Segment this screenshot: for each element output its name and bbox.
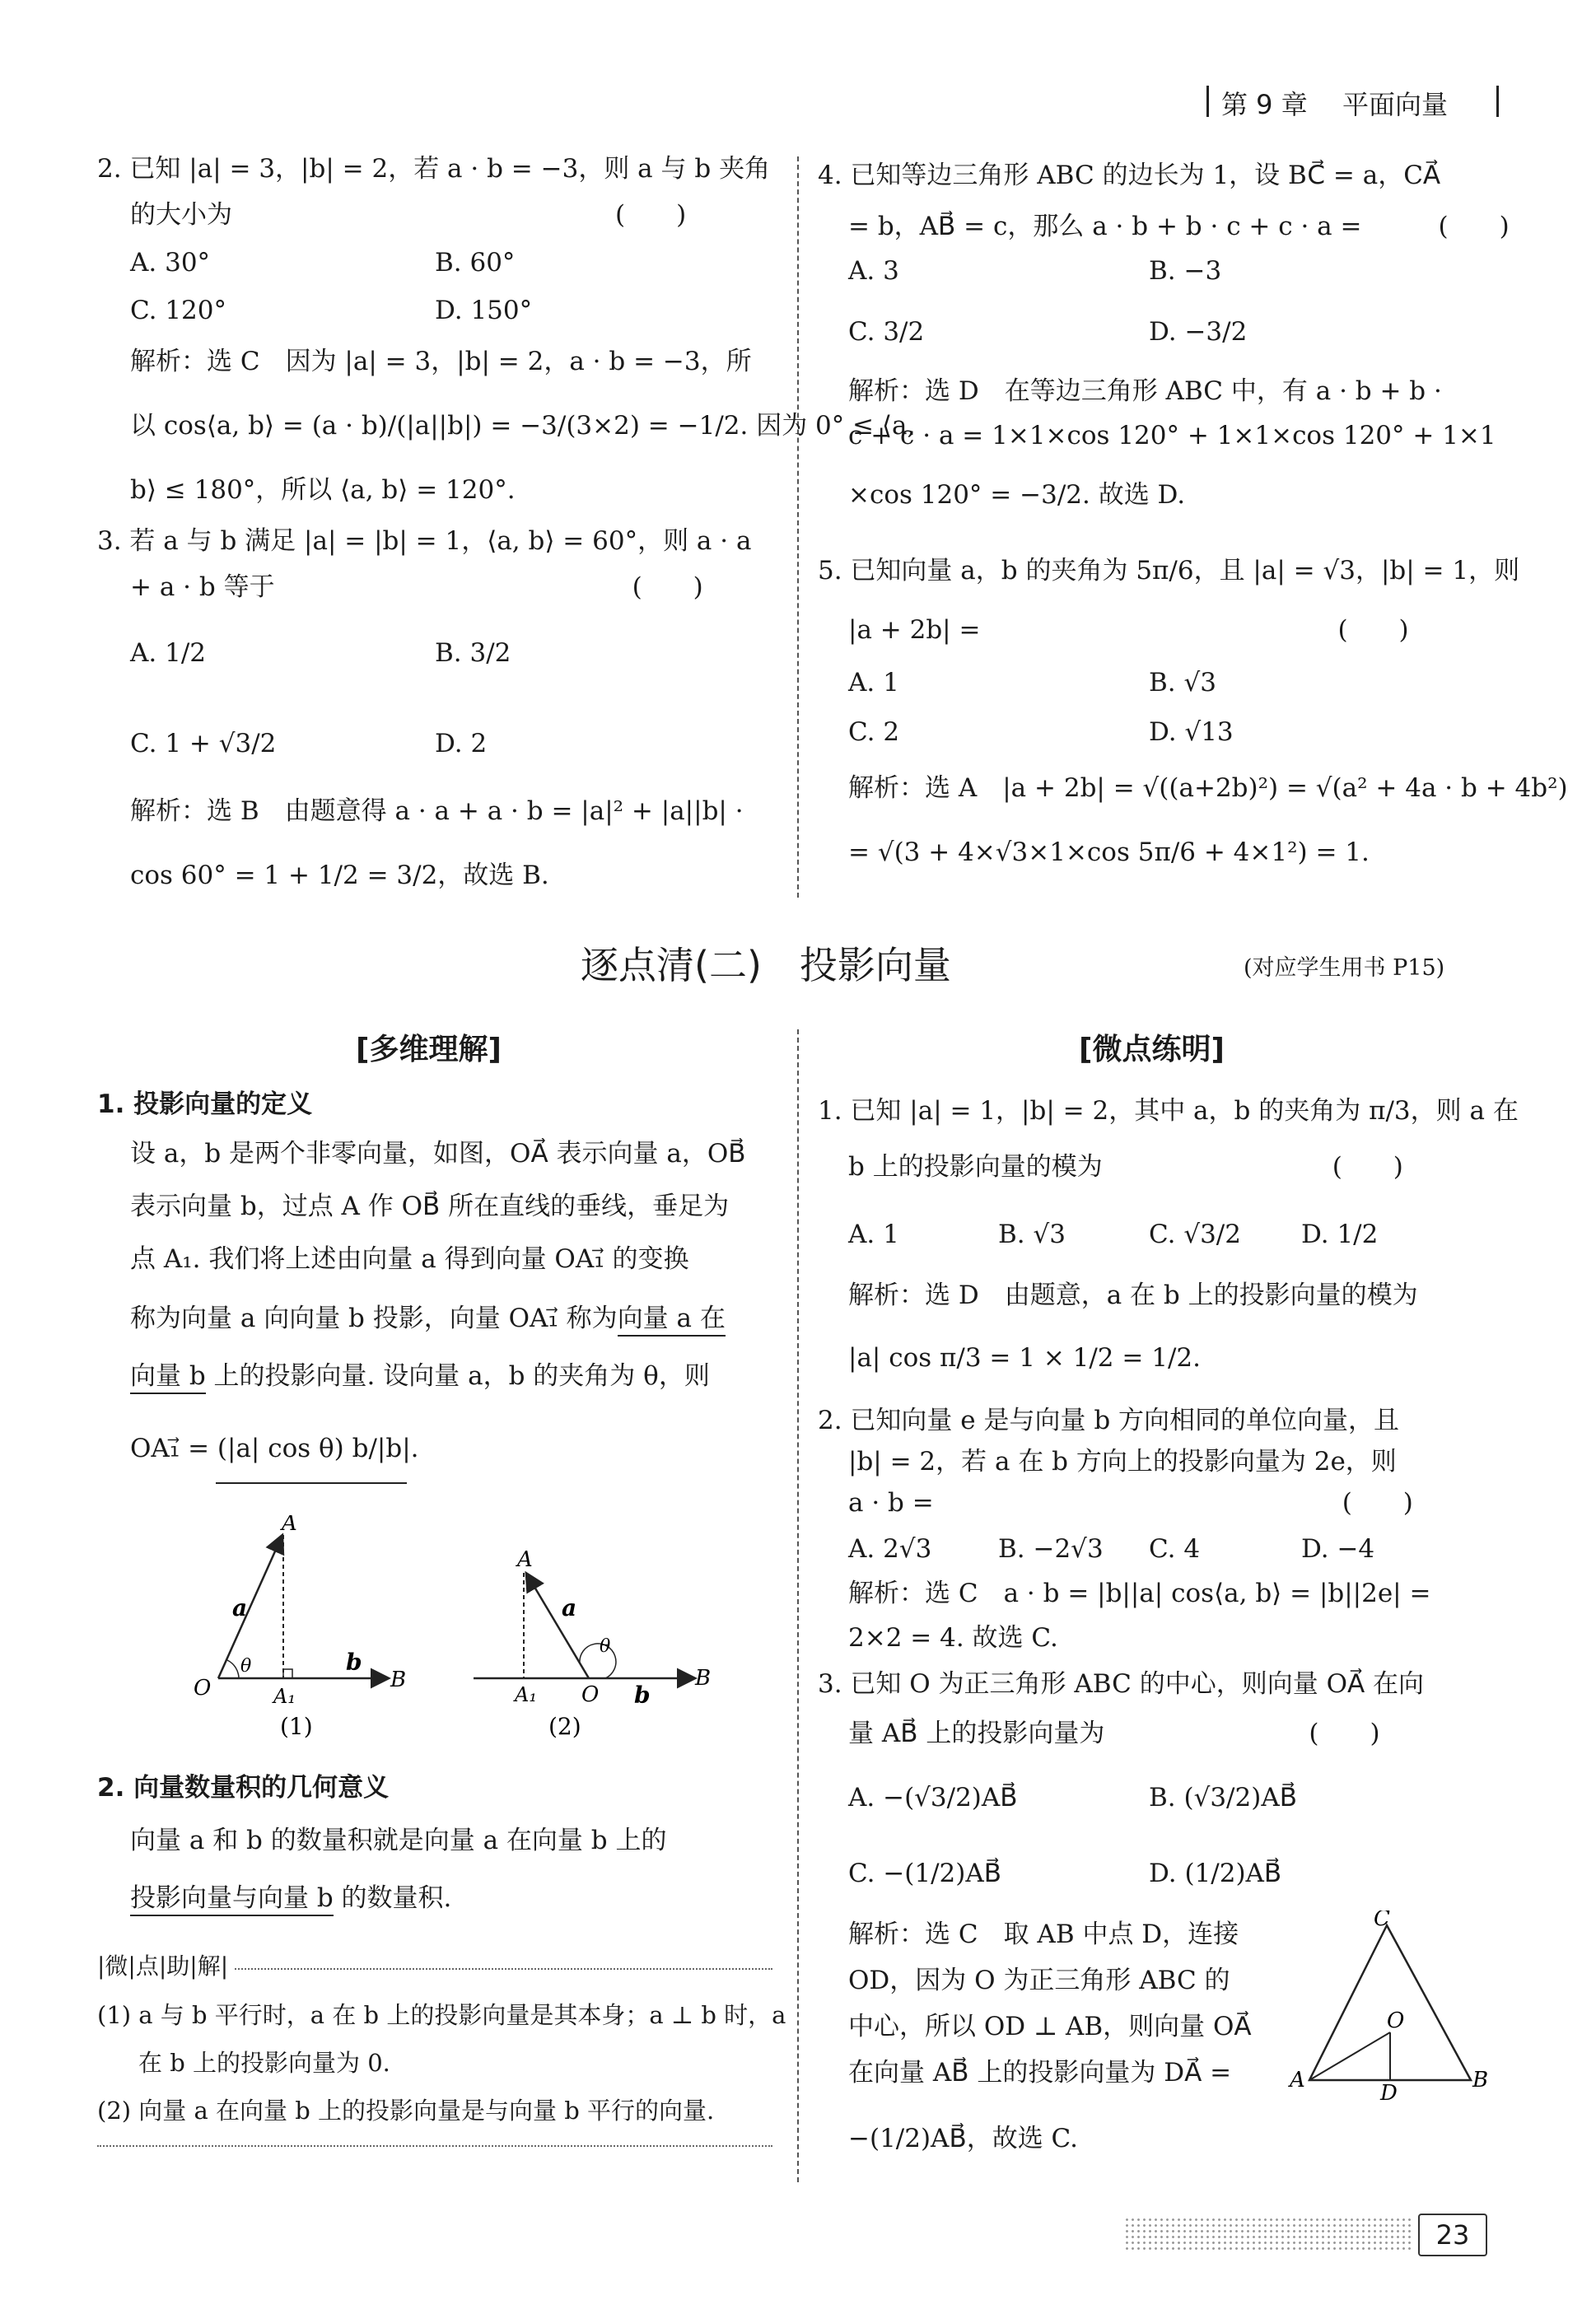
p3-solution-line5: −(1/2)AB⃗，故选 C.	[848, 2124, 1079, 2153]
fig1-right-angle	[283, 1669, 292, 1678]
fig1-label-A1: A₁	[273, 1685, 296, 1708]
p2-line2: |b| = 2，若 a 在 b 方向上的投影向量为 2e，则	[848, 1447, 1397, 1477]
definition-line1: 设 a，b 是两个非零向量，如图，OA⃗ 表示向量 a，OB⃗	[130, 1139, 746, 1169]
p3-line2: 量 AB⃗ 上的投影向量为 ( )	[848, 1719, 1380, 1748]
q2-option-d: D. 150°	[435, 296, 533, 325]
definition-heading: 1. 投影向量的定义	[97, 1089, 313, 1119]
footer-dot-pattern	[1124, 2217, 1412, 2250]
practice-tag: [微点练明]	[1079, 1033, 1225, 1066]
q2-option-c: C. 120°	[130, 296, 226, 325]
p1-solution-line2: |a| cos π/3 = 1 × 1/2 = 1/2.	[848, 1343, 1201, 1373]
q4-option-c: C. 3/2	[848, 317, 925, 347]
p1-option-b: B. √3	[998, 1220, 1066, 1249]
fig1-label-O: O	[194, 1676, 212, 1701]
p3-option-d: D. (1/2)AB⃗	[1149, 1859, 1282, 1888]
definition-line4	[130, 1299, 726, 1337]
label-D: D	[1380, 2081, 1398, 2100]
q3-line2: + a · b 等于 ( )	[130, 572, 703, 602]
note-2: (2) 向量 a 在向量 b 上的投影向量是与向量 b 平行的向量.	[97, 2097, 715, 2125]
geometric-meaning-line1: 向量 a 和 b 的数量积就是向量 a 在向量 b 上的	[130, 1826, 667, 1855]
q5-option-c: C. 2	[848, 717, 900, 747]
geometric-meaning-heading: 2. 向量数量积的几何意义	[97, 1773, 390, 1803]
q4-line1: 4. 已知等边三角形 ABC 的边长为 1，设 BC⃗ = a，CA⃗	[818, 161, 1441, 190]
fig2-label-theta: θ	[600, 1636, 611, 1657]
p2-option-c: C. 4	[1149, 1534, 1201, 1564]
geometric-meaning-line2-text: 的数量积.	[333, 1883, 452, 1913]
multi-understanding-tag: [多维理解]	[356, 1033, 502, 1066]
q4-option-d: D. −3/2	[1149, 317, 1248, 347]
p2-line3: a · b = ( )	[848, 1488, 1413, 1518]
header-right-rule	[1496, 86, 1499, 117]
figure-2	[474, 1547, 711, 1740]
p3-solution-line3: 中心，所以 OD ⊥ AB，则向量 OA⃗	[848, 2012, 1252, 2041]
definition-line3: 点 A₁. 我们将上述由向量 a 得到向量 OA₁⃗ 的变换	[130, 1244, 689, 1274]
q4-solution-line3: ×cos 120° = −3/2. 故选 D.	[848, 480, 1186, 510]
p2-line1: 2. 已知向量 e 是与向量 b 方向相同的单位向量，且	[818, 1406, 1400, 1435]
p2-option-b: B. −2√3	[998, 1534, 1104, 1564]
q2-solution-line1: 解析：选 C 因为 |a| = 3，|b| = 2，a · b = −3，所	[130, 347, 752, 376]
q4-line2: = b，AB⃗ = c，那么 a · b + b · c + c · a = ( )	[848, 212, 1510, 241]
projection-figures	[189, 1515, 716, 1746]
p3-line1: 3. 已知 O 为正三角形 ABC 的中心，则向量 OA⃗ 在向	[818, 1669, 1425, 1699]
fig1-angle-arc	[227, 1660, 239, 1678]
definition-line5	[130, 1357, 710, 1395]
q3-option-b: B. 3/2	[435, 638, 511, 668]
q3-option-a: A. 1/2	[130, 638, 206, 668]
fig1-label-theta: θ	[240, 1656, 252, 1677]
q2-line2: 的大小为 ( )	[130, 200, 687, 230]
q5-option-b: B. √3	[1149, 668, 1216, 697]
q5-solution-line1: 解析：选 A |a + 2b| = √((a+2b)²) = √(a² + 4a · b + 4b²)	[848, 773, 1568, 803]
fig2-label-B: B	[695, 1666, 712, 1691]
fig1-caption: (1)	[280, 1713, 313, 1740]
chapter-label: 第 9 章	[1221, 89, 1308, 120]
definition-underline-2: 向量 b	[130, 1361, 206, 1394]
p1-option-a: A. 1	[848, 1220, 899, 1249]
q4-option-a: A. 3	[848, 256, 899, 286]
definition-line2: 表示向量 b，过点 A 作 OB⃗ 所在直线的垂线，垂足为	[130, 1192, 730, 1221]
column-divider-top	[797, 156, 799, 898]
q3-line1: 3. 若 a 与 b 满足 |a| = |b| = 1，⟨a, b⟩ = 60°，则 a · a	[97, 526, 752, 556]
q2-solution-line2: 以 cos⟨a, b⟩ = (a · b)/(|a||b|) = −3/(3×2) = −1/2. 因为 0° ≤ ⟨a,	[130, 411, 916, 441]
note-1-line1: (1) a 与 b 平行时，a 在 b 上的投影向量是其本身；a ⊥ b 时，a	[97, 2001, 786, 2029]
page-number-box	[1418, 2214, 1487, 2256]
column-divider-bottom	[797, 1029, 799, 2182]
label-B: B	[1472, 2068, 1489, 2092]
p1-option-c: C. √3/2	[1149, 1220, 1241, 1249]
definition-line5-text: 上的投影向量. 设向量 a，b 的夹角为 θ，则	[205, 1361, 710, 1391]
q5-option-d: D. √13	[1149, 717, 1234, 747]
fig1-label-a: a	[232, 1594, 248, 1621]
notes-tag: |微|点|助|解|	[97, 1948, 233, 1981]
section-title: 逐点清(二) 投影向量	[581, 943, 951, 987]
p3-solution-line2: OD，因为 O 为正三角形 ABC 的	[848, 1966, 1230, 1995]
q2-line1: 2. 已知 |a| = 3，|b| = 2，若 a · b = −3，则 a 与 b 夹角	[97, 154, 771, 184]
p1-option-d: D. 1/2	[1301, 1220, 1379, 1249]
q3-option-c: C. 1 + √3/2	[130, 729, 277, 758]
q5-option-a: A. 1	[848, 668, 899, 697]
fig2-label-a: a	[562, 1594, 577, 1621]
q3-solution-line1: 解析：选 B 由题意得 a · a + a · b = |a|² + |a||b| ·	[130, 796, 744, 826]
section-reference: (对应学生用书 P15)	[1244, 955, 1445, 981]
q2-solution-line3: b⟩ ≤ 180°，所以 ⟨a, b⟩ = 120°.	[130, 475, 516, 505]
p2-solution-line2: 2×2 = 4. 故选 C.	[848, 1623, 1058, 1653]
label-C: C	[1374, 1910, 1390, 1931]
p2-solution-line1: 解析：选 C a · b = |b||a| cos⟨a, b⟩ = |b||2e| =	[848, 1579, 1431, 1608]
fig1-label-B: B	[390, 1668, 407, 1692]
q2-option-b: B. 60°	[435, 248, 516, 278]
fig1-label-b: b	[346, 1649, 362, 1676]
geometric-meaning-underline: 投影向量与向量 b	[130, 1883, 334, 1916]
definition-underline-1: 向量 a 在	[618, 1304, 726, 1337]
p1-line1: 1. 已知 |a| = 1，|b| = 2，其中 a，b 的夹角为 π/3，则 a 在	[818, 1096, 1519, 1126]
note-1-line2: 在 b 上的投影向量为 0.	[138, 2049, 390, 2077]
q4-solution-line1: 解析：选 D 在等边三角形 ABC 中，有 a · b + b ·	[848, 376, 1442, 406]
p3-option-a: A. −(√3/2)AB⃗	[848, 1783, 1018, 1812]
q5-solution-line2: = √(3 + 4×√3×1×cos 5π/6 + 4×1²) = 1.	[848, 837, 1370, 867]
fig2-label-A: A	[517, 1547, 533, 1572]
notes-box-bottom-rule	[97, 2145, 772, 2147]
figure-1	[194, 1515, 406, 1740]
p3-solution-line1: 解析：选 C 取 AB 中点 D，连接	[848, 1920, 1239, 1949]
q3-solution-line2: cos 60° = 1 + 1/2 = 3/2，故选 B.	[130, 861, 549, 890]
projection-formula: OA₁⃗ = (|a| cos θ) b/|b|.	[130, 1434, 419, 1463]
header-left-rule	[1206, 86, 1209, 117]
p3-option-b: B. (√3/2)AB⃗	[1149, 1783, 1297, 1812]
fig2-label-O: O	[581, 1682, 600, 1707]
definition-line4-text: 称为向量 a 向向量 b 投影，向量 OA₁⃗ 称为	[130, 1304, 618, 1333]
p1-solution-line1: 解析：选 D 由题意，a 在 b 上的投影向量的模为	[848, 1281, 1418, 1310]
formula-underline	[216, 1482, 407, 1484]
label-A: A	[1290, 2068, 1305, 2092]
q4-option-b: B. −3	[1149, 256, 1222, 286]
q2-option-a: A. 30°	[130, 248, 211, 278]
fig2-caption: (2)	[548, 1713, 581, 1740]
p2-option-a: A. 2√3	[848, 1534, 932, 1564]
geometric-meaning-line2	[130, 1879, 451, 1917]
p3-solution-line4: 在向量 AB⃗ 上的投影向量为 DA⃗ =	[848, 2058, 1232, 2088]
q5-line1: 5. 已知向量 a，b 的夹角为 5π/6，且 |a| = √3，|b| = 1，则	[818, 556, 1520, 585]
label-O: O	[1387, 2008, 1405, 2033]
fig1-label-A: A	[282, 1515, 297, 1536]
q4-solution-line2: c + c · a = 1×1×cos 120° + 1×1×cos 120° + 1×1	[848, 421, 1496, 450]
triangle-figure	[1285, 1910, 1491, 2100]
q5-line2: |a + 2b| = ( )	[848, 615, 1409, 645]
chapter-title: 平面向量	[1342, 89, 1449, 120]
p1-line2: b 上的投影向量的模为 ( )	[848, 1152, 1403, 1182]
page-number: 23	[1435, 2219, 1470, 2251]
p3-option-c: C. −(1/2)AB⃗	[848, 1859, 1002, 1888]
fig2-label-A1: A₁	[515, 1683, 537, 1706]
fig2-label-b: b	[634, 1682, 651, 1709]
header-bar	[1206, 81, 1503, 122]
p2-option-d: D. −4	[1301, 1534, 1375, 1564]
q3-option-d: D. 2	[435, 729, 488, 758]
